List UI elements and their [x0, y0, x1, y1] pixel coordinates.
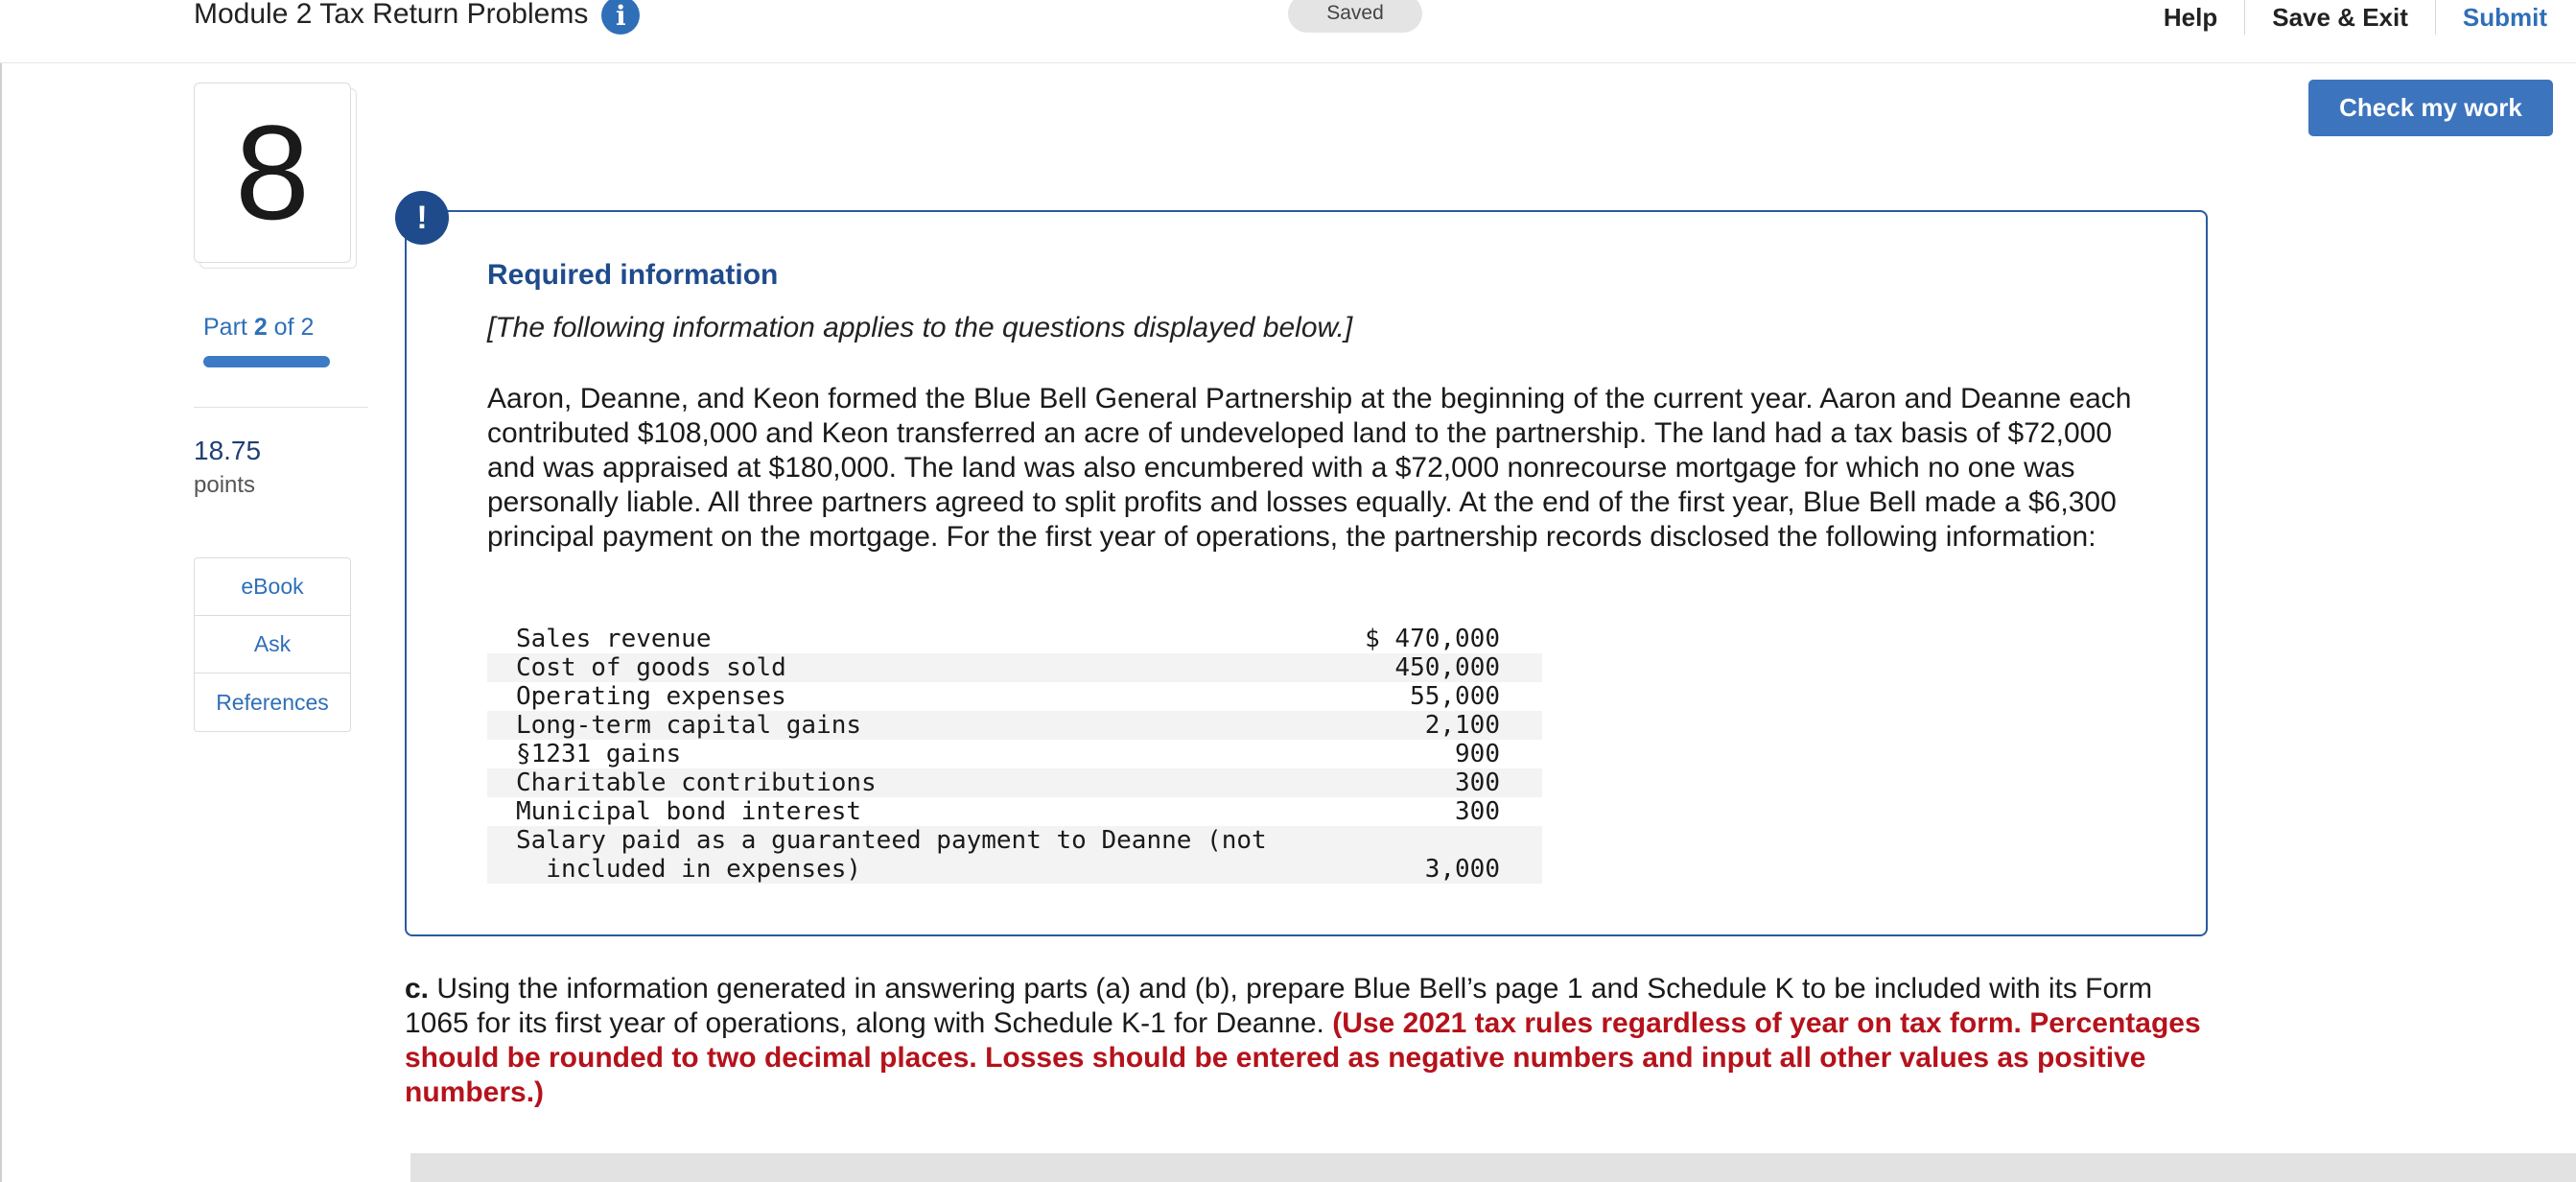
table-row	[487, 797, 1542, 826]
table-row	[487, 682, 1542, 711]
references-button[interactable]: References	[216, 689, 329, 715]
required-information-title: Required information	[487, 259, 779, 291]
row-amount: 55,000	[1410, 682, 1500, 711]
points-value: 18.75	[194, 436, 262, 465]
row-amount: 300	[1455, 797, 1500, 826]
top-actions	[2137, 0, 2576, 35]
row-label: Municipal bond interest	[516, 797, 862, 826]
row-amount: 450,000	[1267, 653, 1542, 682]
financial-data-table	[487, 625, 1542, 884]
check-my-work-button[interactable]: Check my work	[2308, 80, 2553, 136]
row-label: §1231 gains	[516, 740, 682, 768]
resources-panel	[194, 557, 351, 732]
row-label: Charitable contributions	[487, 768, 1267, 797]
row-label: Operating expenses	[516, 682, 786, 711]
table-row	[487, 826, 1542, 884]
ebook-button[interactable]: eBook	[195, 558, 350, 616]
part-word: Part	[203, 314, 247, 341]
part-current: 2	[253, 314, 268, 341]
table-row	[487, 768, 1542, 797]
applies-note: [The following information applies to the questions displayed below.]	[487, 312, 1353, 343]
table-row	[487, 625, 1542, 653]
part-total: of 2	[273, 314, 315, 341]
answer-area-top	[410, 1153, 2576, 1182]
save-exit-link[interactable]: Save & Exit	[2245, 0, 2436, 35]
row-amount: $ 470,000	[1365, 625, 1500, 653]
ask-button[interactable]: Ask	[195, 616, 350, 674]
part-indicator	[203, 314, 314, 342]
info-icon[interactable]: i	[601, 0, 640, 35]
table-row	[487, 740, 1542, 768]
question-instructions: (Use 2021 tax rules regardless of year on tax form. Percentages should be rounded to two decimal places. Losses should be entered as negative numbers and input all other values as positive numbers.)	[405, 1007, 2201, 1108]
question-prompt	[405, 972, 2208, 1110]
row-label: Sales revenue	[516, 625, 712, 653]
sidebar-divider	[194, 407, 368, 408]
row-amount: 300	[1267, 768, 1542, 797]
question-text: Using the information generated in answering parts (a) and (b), prepare Blue Bell’s page 1 and Schedule K to be included with its Form 1065 for its first year of operations, along with Schedule K-1 for Deanne.	[405, 973, 2153, 1039]
row-amount: 900	[1455, 740, 1500, 768]
row-amount: 2,100	[1267, 711, 1542, 740]
table-row	[487, 711, 1542, 740]
part-progress-bar	[203, 356, 330, 367]
question-number: 8	[235, 97, 310, 248]
row-label: Salary paid as a guaranteed payment to Deanne (not included in expenses)	[487, 826, 1267, 884]
row-label: Cost of goods sold	[487, 653, 1267, 682]
row-label: Long-term capital gains	[487, 711, 1267, 740]
scenario-text: Aaron, Deanne, and Keon formed the Blue Bell General Partnership at the beginning of the current year. Aaron and Deanne each contributed $108,000 and Keon transferred an acre of undeveloped land to the partnership. The land had a tax basis of $72,000 and was appraised at $180,000. The land was also encumbered with a $72,000 nonrecourse mortgage for which no one was personally liable. All three partners agreed to split profits and losses equally. At the end of the first year, Blue Bell made a $6,300 principal payment on the mortgage. For the first year of operations, the partnership records disclosed the following information:	[487, 383, 2132, 553]
left-edge-border	[0, 0, 2, 1182]
question-number-card	[194, 83, 351, 263]
saved-status-badge: Saved	[1288, 0, 1422, 33]
question-letter: c.	[405, 973, 430, 1005]
alert-icon: !	[395, 191, 449, 245]
table-row	[487, 653, 1542, 682]
module-title	[194, 0, 640, 35]
points-label: points	[194, 472, 256, 498]
top-bar	[0, 0, 2576, 63]
row-amount: 3,000	[1267, 826, 1542, 884]
help-link[interactable]: Help	[2137, 0, 2245, 35]
submit-link[interactable]: Submit	[2462, 2, 2547, 32]
module-title-text: Module 2 Tax Return Problems	[194, 0, 589, 30]
